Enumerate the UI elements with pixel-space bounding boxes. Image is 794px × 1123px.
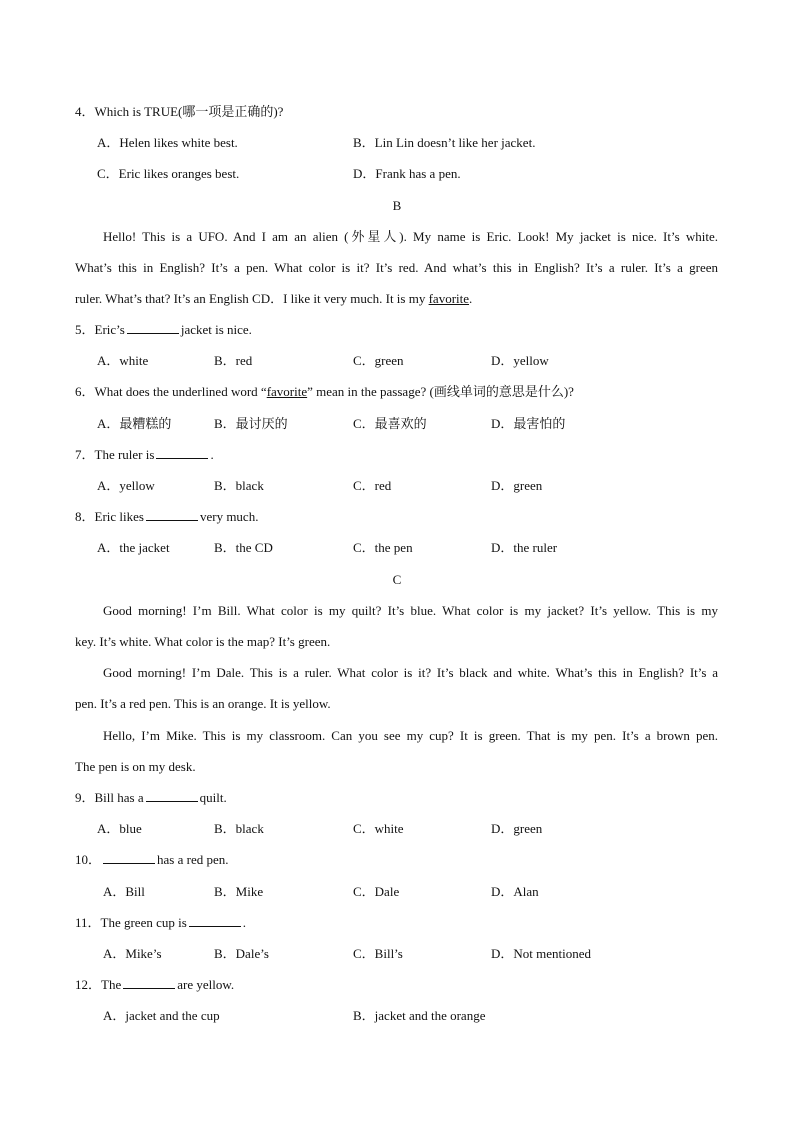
q12-option-a: A．jacket and the cup (103, 1008, 220, 1023)
q10-stem-pre: 10． (75, 852, 102, 867)
q5-stem-post: jacket is nice. (180, 322, 252, 337)
question-9-stem (75, 790, 227, 806)
q8-option-b: B．the CD (214, 540, 273, 555)
q10-option-b: B．Mike (214, 884, 264, 899)
q11-option-c: C．Bill’s (353, 946, 403, 961)
q8-option-c: C．the pen (353, 540, 413, 555)
q9-stem-post: quilt. (199, 790, 227, 805)
passage-b-line-1: Hello! This is a UFO. And I am an alien (外星人). My name is Eric. Look! My jacket is nice. It’s white. (103, 229, 718, 244)
question-11-stem (75, 915, 246, 931)
q4-option-c: C．Eric likes oranges best. (97, 166, 240, 181)
question-12-stem (75, 977, 234, 993)
passage-c-para-3-line-2: The pen is on my desk. (75, 759, 196, 774)
q9-stem-pre: 9．Bill has a (75, 790, 144, 805)
q7-option-b: B．black (214, 478, 264, 493)
q5-option-d: D．yellow (491, 353, 549, 368)
question-5-stem (75, 322, 252, 338)
q9-option-c: C．white (353, 821, 404, 836)
underlined-word-favorite: favorite (428, 291, 470, 306)
q6-option-b: B．最讨厌的 (214, 416, 288, 431)
q11-option-a: A．Mike’s (103, 946, 162, 961)
q11-option-d: D．Not mentioned (491, 946, 592, 961)
question-6-stem (75, 384, 574, 400)
q4-option-a: A．Helen likes white best. (97, 135, 238, 150)
q12-option-b: B．jacket and the orange (353, 1008, 486, 1023)
q8-option-d: D．the ruler (491, 540, 558, 555)
question-10-stem (75, 852, 228, 868)
q6-option-a: A．最糟糕的 (97, 416, 172, 431)
q12-stem-post: are yellow. (177, 977, 235, 992)
q6-option-c: C．最喜欢的 (353, 416, 427, 431)
answer-blank (189, 915, 241, 927)
q12-stem-pre: 12．The (75, 977, 122, 992)
q5-option-c: C．green (353, 353, 404, 368)
q5-option-b: B．red (214, 353, 253, 368)
q7-stem-pre: 7．The ruler is (75, 447, 155, 462)
q6-stem-pre: 6．What does the underlined word “ (75, 384, 267, 399)
q10-option-c: C．Dale (353, 884, 400, 899)
q7-option-d: D．green (491, 478, 543, 493)
q5-stem-pre: 5．Eric’s (75, 322, 125, 337)
answer-blank (156, 447, 208, 459)
q10-option-a: A．Bill (103, 884, 145, 899)
q4-option-d: D．Frank has a pen. (353, 166, 461, 181)
q11-option-b: B．Dale’s (214, 946, 269, 961)
q6-stem-post: ” mean in the passage? (画线单词的意思是什么)? (307, 384, 574, 399)
passage-c-para-2-line-2: pen. It’s a red pen. This is an orange. It is yellow. (75, 696, 331, 711)
section-b-heading: B (392, 198, 402, 213)
q8-stem-post: very much. (199, 509, 259, 524)
question-8-stem (75, 509, 258, 525)
q7-option-a: A．yellow (97, 478, 155, 493)
q9-option-a: A．blue (97, 821, 142, 836)
q10-option-d: D．Alan (491, 884, 539, 899)
question-4-stem: 4．Which is TRUE(哪一项是正确的)? (75, 104, 284, 119)
q9-option-d: D．green (491, 821, 543, 836)
answer-blank (146, 790, 198, 802)
passage-c-para-2-line-1: Good morning! I’m Dale. This is a ruler. What color is it? It’s black and white. What’s this in English? It’s a (103, 665, 718, 680)
question-7-stem (75, 447, 214, 463)
answer-blank (127, 322, 179, 334)
passage-b-line-3 (75, 291, 472, 307)
q6-option-d: D．最害怕的 (491, 416, 566, 431)
q7-option-c: C．red (353, 478, 392, 493)
q4-option-b: B．Lin Lin doesn’t like her jacket. (353, 135, 536, 150)
answer-blank (103, 852, 155, 864)
passage-b-line-2: What’s this in English? It’s a pen. What color is it? It’s red. And what’s this in English? It’s a ruler. It’s a green (75, 260, 718, 275)
q11-stem-post: . (242, 915, 247, 930)
q8-option-a: A．the jacket (97, 540, 170, 555)
passage-b-line-3-end: . (469, 291, 473, 306)
q10-stem-post: has a red pen. (157, 852, 229, 867)
passage-c-para-3-line-1: Hello, I’m Mike. This is my classroom. Can you see my cup? It is green. That is my pen. It’s a brown pen. (103, 728, 718, 743)
q5-option-a: A．white (97, 353, 149, 368)
passage-b-line-3-text: ruler. What’s that? It’s an English CD．I like it very much. It is my (75, 291, 429, 306)
q8-stem-pre: 8．Eric likes (75, 509, 144, 524)
q9-option-b: B．black (214, 821, 264, 836)
passage-c-para-1-line-1: Good morning! I’m Bill. What color is my quilt? It’s blue. What color is my jacket? It’s yellow. This is my (103, 603, 718, 618)
section-c-heading: C (392, 572, 402, 587)
answer-blank (146, 509, 198, 521)
q6-underlined-word: favorite (266, 384, 308, 399)
q11-stem-pre: 11．The green cup is (75, 915, 187, 930)
passage-c-para-1-line-2: key. It’s white. What color is the map? It’s green. (75, 634, 331, 649)
q7-stem-post: . (210, 447, 214, 462)
answer-blank (123, 977, 175, 989)
